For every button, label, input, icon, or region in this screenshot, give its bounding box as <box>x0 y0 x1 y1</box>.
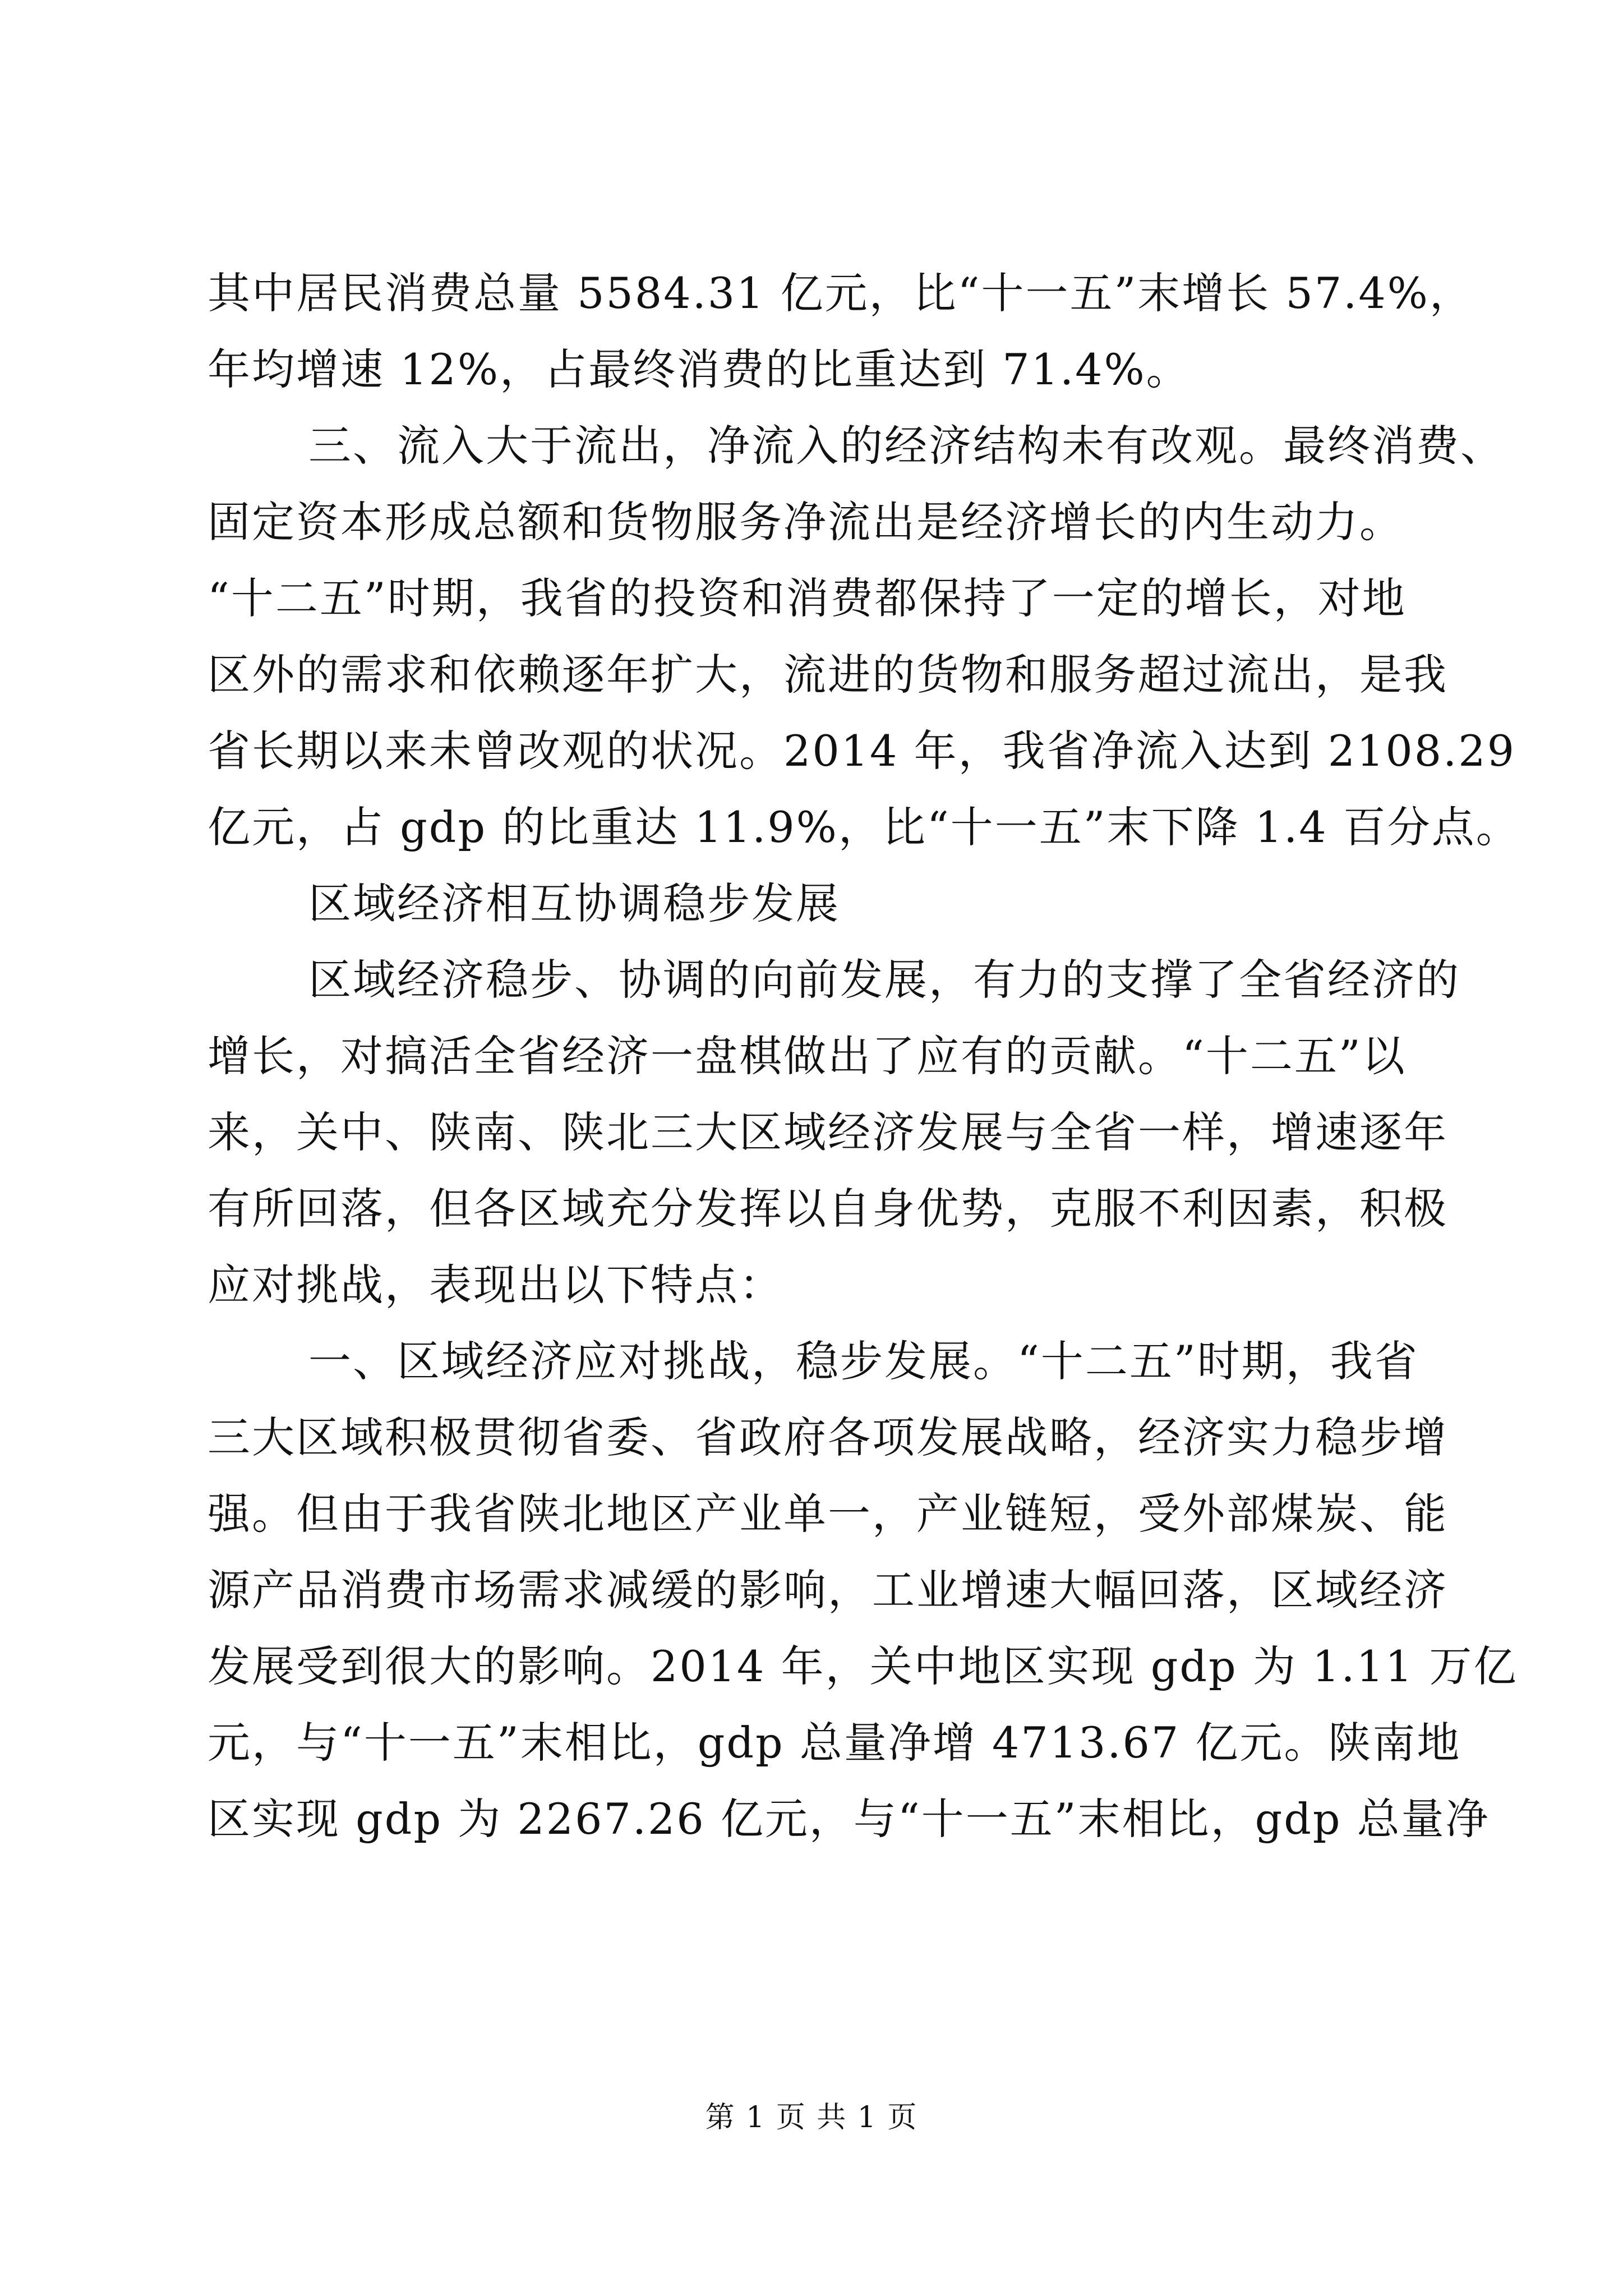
text-line-21: 区实现 gdp 为 2267.26 亿元，与“十一五”末相比，gdp 总量净 <box>208 1794 1490 1844</box>
text-line-5: “十二五”时期，我省的投资和消费都保持了一定的增长，对地 <box>208 573 1407 623</box>
text-line-8: 亿元，占 gdp 的比重达 11.9%，比“十一五”末下降 1.4 百分点。 <box>208 802 1520 852</box>
page-number-label: 第 1 页 共 1 页 <box>705 2101 918 2134</box>
paragraph-start-line-3: 三、流入大于流出，净流入的经济结构未有改观。最终消费、 <box>308 421 1505 471</box>
text-line-6: 区外的需求和依赖逐年扩大，流进的货物和服务超过流出，是我 <box>208 650 1448 700</box>
text-line-7: 省长期以来未曾改观的状况。2014 年，我省净流入达到 2108.29 <box>208 726 1516 776</box>
text-line-4: 固定资本形成总额和货物服务净流出是经济增长的内生动力。 <box>208 497 1404 547</box>
text-line-20: 元，与“十一五”末相比，gdp 总量净增 4713.67 亿元。陕南地 <box>208 1718 1461 1768</box>
text-line-2: 年均增速 12%，占最终消费的比重达到 71.4%。 <box>208 344 1191 394</box>
text-line-13: 有所回落，但各区域充分发挥以自身优势，克服不利因素，积极 <box>208 1184 1448 1234</box>
paragraph-start-line-15: 一、区域经济应对挑战，稳步发展。“十二五”时期，我省 <box>308 1336 1419 1386</box>
text-line-19: 发展受到很大的影响。2014 年，关中地区实现 gdp 为 1.11 万亿 <box>208 1641 1518 1691</box>
text-line-16: 三大区域积极贯彻省委、省政府各项发展战略，经济实力稳步增 <box>208 1412 1448 1462</box>
document-body <box>208 255 1520 1857</box>
paragraph-start-line-10: 区域经济稳步、协调的向前发展，有力的支撑了全省经济的 <box>308 955 1460 1005</box>
text-line-1: 其中居民消费总量 5584.31 亿元，比“十一五”末增长 57.4%， <box>208 268 1474 318</box>
page-footer <box>0 2098 1623 2137</box>
text-line-18: 源产品消费市场需求减缓的影响，工业增速大幅回落，区域经济 <box>208 1565 1448 1615</box>
text-line-14: 应对挑战，表现出以下特点： <box>208 1260 783 1310</box>
text-line-11: 增长，对搞活全省经济一盘棋做出了应有的贡献。“十二五”以 <box>208 1031 1407 1081</box>
text-line-12: 来，关中、陕南、陕北三大区域经济发展与全省一样，增速逐年 <box>208 1107 1448 1157</box>
section-heading: 区域经济相互协调稳步发展 <box>308 878 840 928</box>
text-line-17: 强。但由于我省陕北地区产业单一，产业链短，受外部煤炭、能 <box>208 1489 1448 1539</box>
